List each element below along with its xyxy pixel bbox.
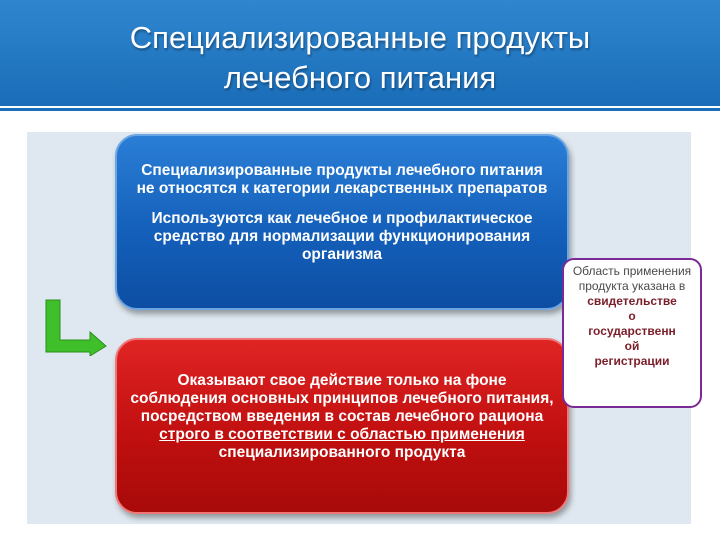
- note-bold-3: государственн: [588, 324, 676, 338]
- red-box-paragraph: [129, 372, 555, 462]
- header-divider: [0, 108, 720, 111]
- info-box-red: [115, 338, 569, 514]
- title-bar: [0, 0, 720, 106]
- red-box-text-after: специализированного продукта: [218, 444, 466, 461]
- info-box-blue: [115, 134, 569, 310]
- registration-note: [562, 258, 702, 408]
- note-text-plain: Область применения продукта указана в: [572, 264, 692, 293]
- note-bold-5: регистрации: [594, 354, 670, 368]
- green-bent-arrow-icon: [42, 296, 112, 356]
- note-bold-2: о: [628, 309, 636, 323]
- red-box-text-before: Оказывают свое действие только на фоне соблюдения основных принципов лечебного питания, посредством введения в состав лечебного рациона: [130, 372, 554, 425]
- note-bold-4: ой: [624, 339, 640, 353]
- red-box-text-underlined: строго в соответствии с областью применения: [159, 426, 525, 443]
- note-bold-1: свидетельстве: [587, 294, 677, 308]
- title-line-1: Специализированные продукты: [129, 20, 591, 55]
- title-line-2: лечебного питания: [223, 60, 497, 95]
- blue-box-paragraph-2: Используются как лечебное и профилактическое средство для нормализации функционирования организма: [151, 210, 533, 263]
- slide-title: [0, 18, 720, 98]
- blue-box-paragraph-1: Специализированные продукты лечебного питания не относятся к категории лекарственных препаратов: [136, 162, 548, 197]
